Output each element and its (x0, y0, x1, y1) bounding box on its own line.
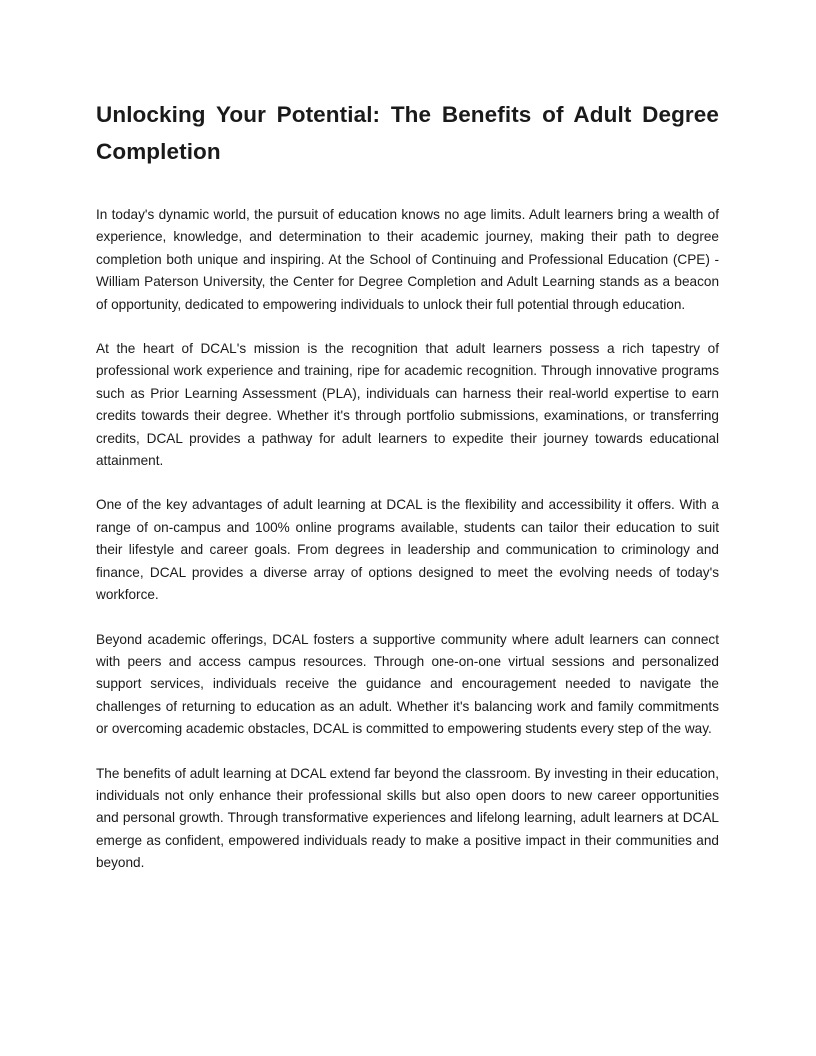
paragraph-mission: At the heart of DCAL's mission is the recognition that adult learners possess a rich tapestry of professional work experience and training, ripe for academic recognition. Through innovative programs such as Prior Learning Assessment (PLA), individuals can harness their real-world expertise to earn credits towards their degree. Whether it's through portfolio submissions, examinations, or transferring credits, DCAL provides a pathway for adult learners to expedite their journey towards educational attainment. (96, 341, 719, 469)
paragraph-flexibility: One of the key advantages of adult learning at DCAL is the flexibility and accessibility it offers. With a range of on-campus and 100% online programs available, students can tailor their education to suit their lifestyle and career goals. From degrees in leadership and communication to criminology and finance, DCAL provides a diverse array of options designed to meet the evolving needs of today's workforce. (96, 497, 719, 603)
paragraph-intro: In today's dynamic world, the pursuit of education knows no age limits. Adult learners bring a wealth of experience, knowledge, and determination to their academic journey, making their path to degree completion both unique and inspiring. At the School of Continuing and Professional Education (CPE) - William Paterson University, the Center for Degree Completion and Adult Learning stands as a beacon of opportunity, dedicated to empowering individuals to unlock their full potential through education. (96, 207, 719, 312)
paragraph-benefits: The benefits of adult learning at DCAL extend far beyond the classroom. By investing in their education, individuals not only enhance their professional skills but also open doors to new career opportunities and personal growth. Through transformative experiences and lifelong learning, adult learners at DCAL emerge as confident, empowered individuals ready to make a positive impact in their communities and beyond. (96, 765, 719, 871)
document-page (96, 96, 719, 897)
paragraph-community: Beyond academic offerings, DCAL fosters a supportive community where adult learners can connect with peers and access campus resources. Through one-on-one virtual sessions and personalized support services, individuals receive the guidance and encouragement needed to navigate the challenges of returning to education as an adult. Whether it's balancing work and family commitments or overcoming academic obstacles, DCAL is committed to empowering students every step of the way. (96, 631, 719, 737)
document-title: Unlocking Your Potential: The Benefits of Adult Degree Completion (96, 102, 719, 164)
